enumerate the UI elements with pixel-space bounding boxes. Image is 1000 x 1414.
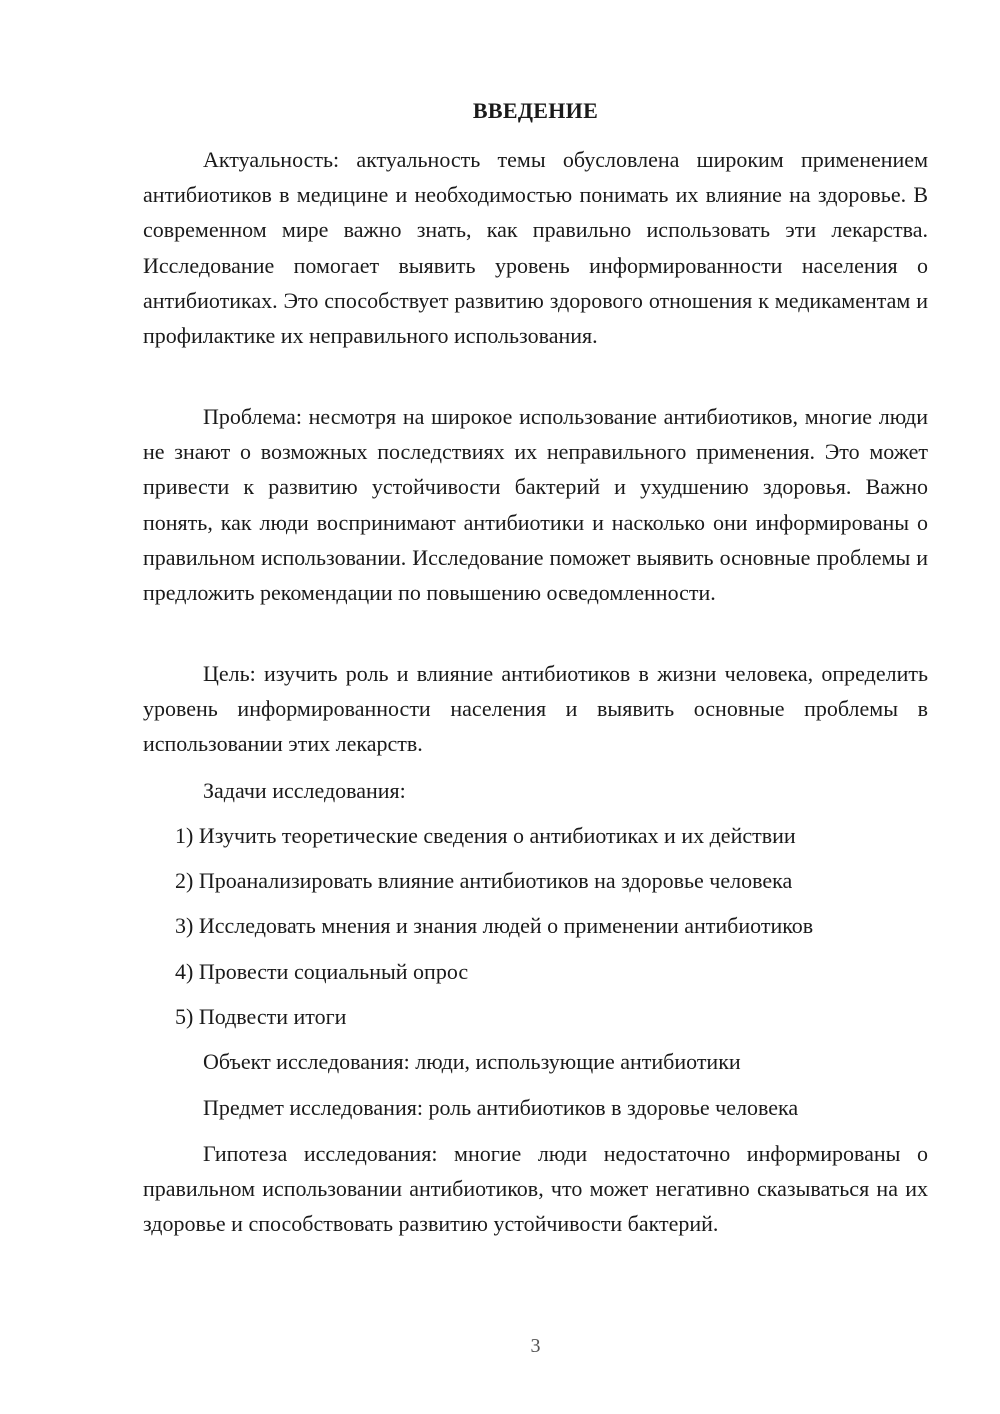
- task-item: 2) Проанализировать влияние антибиотиков на здоровье человека: [175, 868, 793, 893]
- page-title: ВВЕДЕНИЕ: [472, 98, 599, 123]
- research-subject: Предмет исследования: роль антибиотиков в здоровье человека: [203, 1095, 799, 1120]
- task-item: 1) Изучить теоретические сведения о антибиотиках и их действии: [175, 823, 796, 848]
- task-item: 5) Подвести итоги: [175, 1004, 347, 1029]
- task-item: 3) Исследовать мнения и знания людей о применении антибиотиков: [175, 913, 814, 938]
- problem-paragraph: Проблема: несмотря на широкое использование антибиотиков, многие люди не знают о возможных последствиях их неправильного применения. Это может привести к развитию устойчивости бактерий и ухудшению здоровья. Важно понять, как люди воспринимают антибиотики и насколько они информированы о правильном использовании. Исследование поможет выявить основные проблемы и предложить рекомендации по повышению осведомленности.: [143, 404, 928, 606]
- hypothesis-paragraph: Гипотеза исследования: многие люди недостаточно информированы о правильном использовании антибиотиков, что может негативно сказываться на их здоровье и способствовать развитию устойчивости бактерий.: [143, 1141, 928, 1237]
- page-number: 3: [530, 1335, 541, 1357]
- task-item: 4) Провести социальный опрос: [175, 959, 469, 984]
- relevance-paragraph: Актуальность: актуальность темы обусловлена широким применением антибиотиков в медицине и необходимостью понимать их влияние на здоровье. В современном мире важно знать, как правильно использовать эти лекарства. Исследование помогает выявить уровень информированности населения о антибиотиках. Это способствует развитию здорового отношения к медикаментам и профилактике их неправильного использования.: [143, 147, 928, 349]
- goal-paragraph: Цель: изучить роль и влияние антибиотиков в жизни человека, определить уровень информированности населения и выявить основные проблемы в использовании этих лекарств.: [143, 661, 928, 757]
- research-object: Объект исследования: люди, использующие антибиотики: [203, 1049, 741, 1074]
- tasks-title: Задачи исследования:: [203, 778, 406, 803]
